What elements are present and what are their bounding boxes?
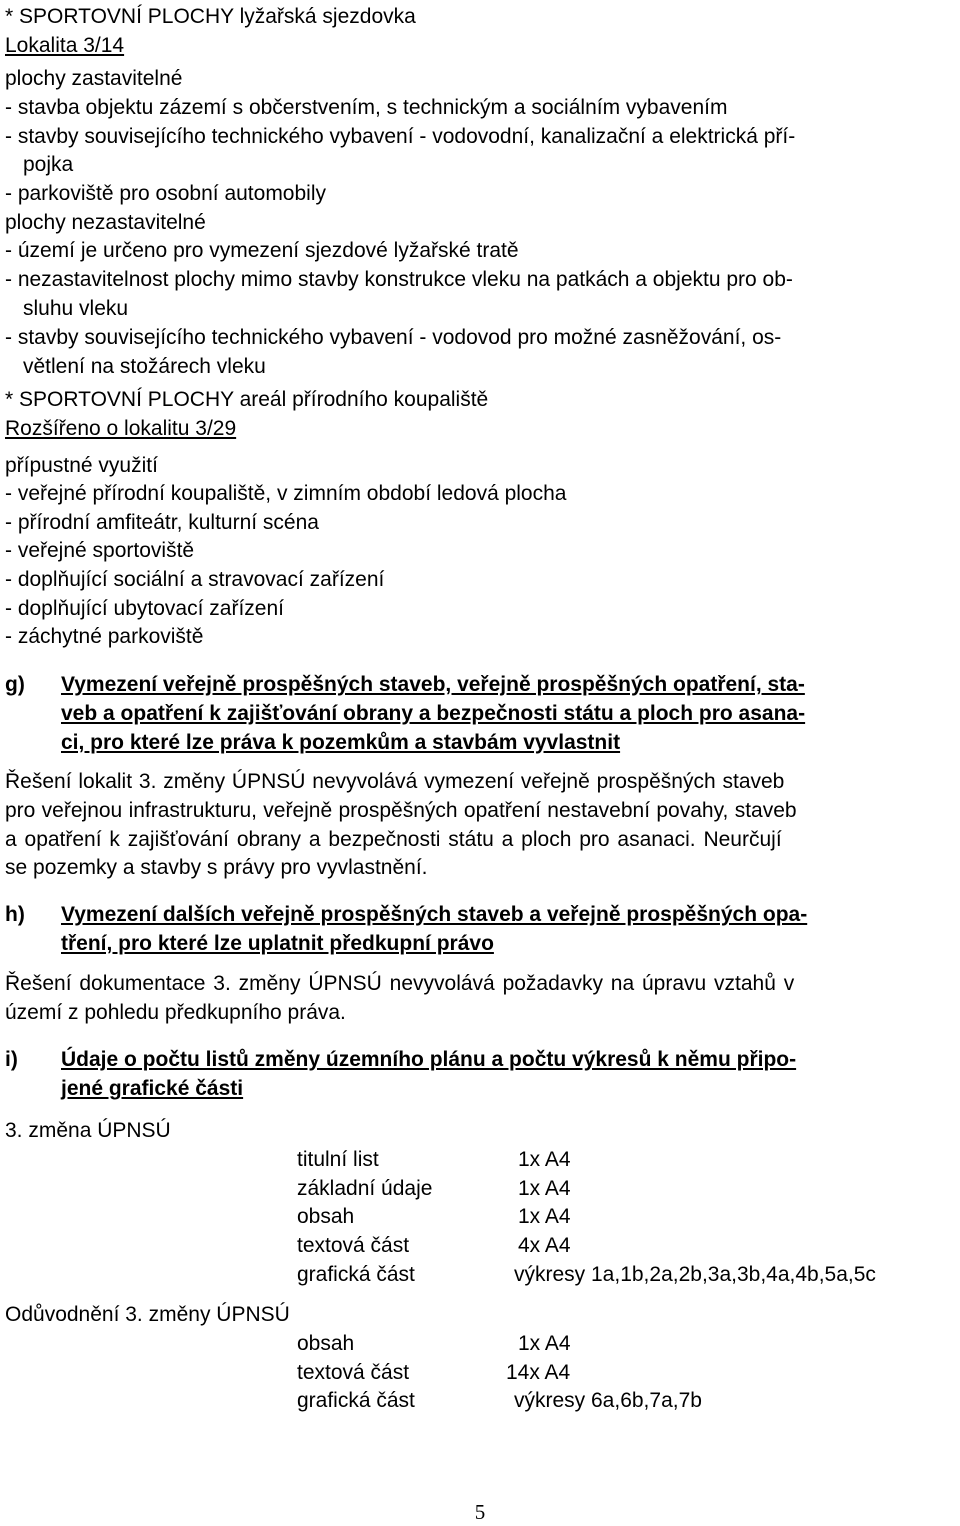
table-row-name: grafická část [297, 1263, 415, 1286]
paragraph-line: a opatření k zajišťování obrany a bezpečnosti státu a ploch pro asanaci. Neurčují [5, 828, 782, 851]
section-title-line: ci, pro které lze práva k pozemkům a stavbám vyvlastnit [61, 731, 621, 754]
locality-label: Lokalita 3/14 [5, 34, 125, 57]
section-g-heading [5, 672, 955, 762]
paragraph-line: území z pohledu předkupního práva. [5, 1001, 346, 1024]
list-item-continuation: sluhu vleku [23, 297, 129, 320]
table-row-value: 1x A4 [518, 1205, 571, 1228]
section-label: g) [5, 673, 25, 696]
table-row-value: 14x A4 [506, 1361, 571, 1384]
table-row-value: 1x A4 [518, 1332, 571, 1355]
page-number: 5 [474, 1500, 486, 1524]
table-row-name: textová část [297, 1234, 410, 1257]
list-item: - stavba objektu zázemí s občerstvením, s technickým a sociálním vybavením [5, 96, 728, 119]
change3-title: 3. změna ÚPNSÚ [5, 1119, 171, 1142]
section-title-line: veb a opatření k zajišťování obrany a bezpečnosti státu a ploch pro asana- [61, 702, 806, 725]
table-row-value: 4x A4 [518, 1234, 571, 1257]
list-item: - území je určeno pro vymezení sjezdové lyžařské tratě [5, 239, 519, 262]
section-title-line: Vymezení dalších veřejně prospěšných staveb a veřejně prospěšných opa- [61, 903, 808, 926]
table-row-value: výkresy 6a,6b,7a,7b [514, 1389, 702, 1412]
list-item: - stavby souvisejícího technického vybavení - vodovodní, kanalizační a elektrická pří- [5, 125, 796, 148]
list-item: - veřejné sportoviště [5, 539, 195, 562]
extension-label: Rozšířeno o lokalitu 3/29 [5, 417, 237, 440]
table-row-name: grafická část [297, 1389, 415, 1412]
sports-area-heading-ski: * SPORTOVNÍ PLOCHY lyžařská sjezdovka [5, 5, 416, 28]
paragraph-line: pro veřejnou infrastrukturu, veřejně prospěšných opatření nestavební povahy, staveb [5, 799, 797, 822]
section-i-heading [5, 1047, 955, 1107]
permitted-use-heading: přípustné využití [5, 454, 158, 477]
list-item: - parkoviště pro osobní automobily [5, 182, 326, 205]
list-item: - doplňující ubytovací zařízení [5, 597, 284, 620]
paragraph-line: Řešení dokumentace 3. změny ÚPNSÚ nevyvolává požadavky na úpravu vztahů v [5, 972, 795, 995]
sports-area-heading-swimming: * SPORTOVNÍ PLOCHY areál přírodního koupaliště [5, 388, 489, 411]
list-item: - záchytné parkoviště [5, 625, 204, 648]
section-label: h) [5, 903, 25, 926]
list-item-continuation: větlení na stožárech vleku [23, 355, 266, 378]
paragraph-line: se pozemky a stavby s právy pro vyvlastnění. [5, 856, 428, 879]
section-label: i) [5, 1048, 18, 1071]
list-item: - veřejné přírodní koupaliště, v zimním období ledová plocha [5, 482, 567, 505]
list-item: - přírodní amfiteátr, kulturní scéna [5, 511, 319, 534]
list-item: - doplňující sociální a stravovací zařízení [5, 568, 385, 591]
list-item: - nezastavitelnost plochy mimo stavby konstrukce vleku na patkách a objektu pro ob- [5, 268, 793, 291]
section-h-heading [5, 902, 955, 962]
table-row-name: obsah [297, 1332, 355, 1355]
non-buildable-areas-heading: plochy nezastavitelné [5, 211, 206, 234]
section-title-line: tření, pro které lze uplatnit předkupní právo [61, 932, 494, 955]
table-row-value: výkresy 1a,1b,2a,2b,3a,3b,4a,4b,5a,5c [514, 1263, 876, 1286]
table-row-value: 1x A4 [518, 1177, 571, 1200]
paragraph-line: Řešení lokalit 3. změny ÚPNSÚ nevyvolává vymezení veřejně prospěšných staveb [5, 770, 785, 793]
buildable-areas-heading: plochy zastavitelné [5, 67, 183, 90]
list-item-continuation: pojka [23, 153, 74, 176]
list-item: - stavby souvisejícího technického vybavení - vodovod pro možné zasněžování, os- [5, 326, 782, 349]
table-row-name: základní údaje [297, 1177, 433, 1200]
section-title-line: Vymezení veřejně prospěšných staveb, veřejně prospěšných opatření, sta- [61, 673, 805, 696]
section-title-line: Údaje o počtu listů změny územního plánu a počtu výkresů k němu připo- [61, 1048, 797, 1071]
section-title-line: jené grafické části [61, 1077, 244, 1100]
table-row-name: obsah [297, 1205, 355, 1228]
table-row-name: textová část [297, 1361, 410, 1384]
justification-title: Odůvodnění 3. změny ÚPNSÚ [5, 1303, 290, 1326]
table-row-value: 1x A4 [518, 1148, 571, 1171]
table-row-name: titulní list [297, 1148, 379, 1171]
